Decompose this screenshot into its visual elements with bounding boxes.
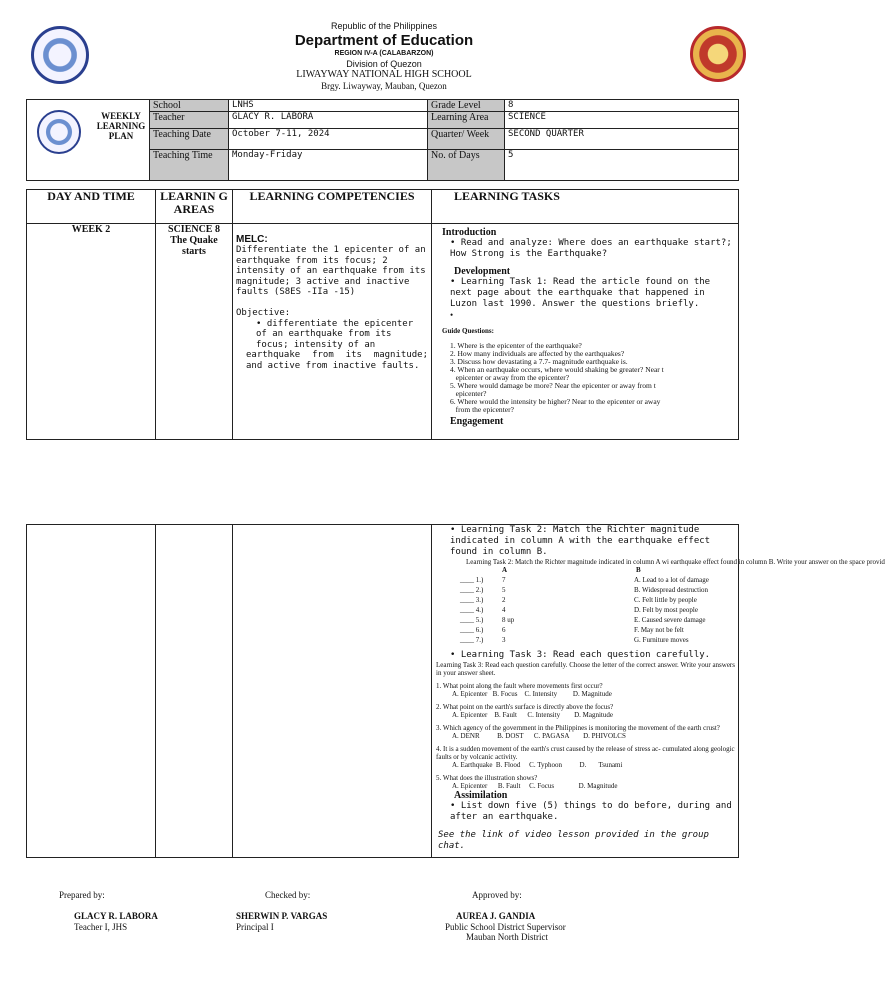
- quarter-value: SECOND QUARTER: [505, 129, 739, 150]
- engagement-title: Engagement: [450, 416, 504, 427]
- assimilation-title: Assimilation: [454, 790, 508, 801]
- match-effect: C. Felt little by people: [634, 596, 697, 604]
- info-table: [26, 99, 739, 181]
- match-row: [460, 626, 735, 636]
- match-row: [460, 606, 735, 616]
- guide-question: 4. When an earthquake occurs, where would shaking be greater? Near t: [450, 365, 664, 374]
- match-row: [460, 586, 735, 596]
- intro-text: • Read and analyze: Where does an earthquake start?; How Strong is the Earthquake?: [442, 238, 735, 260]
- question-options: A. DENR B. DOST C. PAGASA D. PHIVOLCS: [452, 732, 626, 740]
- match-magnitude: 8 up: [502, 616, 515, 624]
- task3-text: • Learning Task 3: Read each question carefully.: [436, 650, 735, 661]
- republic-line: Republic of the Philippines: [330, 21, 438, 31]
- guide-title: Guide Questions:: [442, 327, 494, 335]
- teacher-value: GLACY R. LABORA: [229, 112, 428, 129]
- intro-title: Introduction: [442, 227, 497, 238]
- days-label: No. of Days: [428, 150, 505, 181]
- teacher-label: Teacher: [150, 112, 229, 129]
- question-text: 4. It is a sudden movement of the earth's crust caused by the release of stress ac- cumulated along geologic faults or by volcanic activity.: [436, 745, 735, 761]
- question-options: A. Epicenter B. Focus C. Intensity D. Magnitude: [452, 690, 612, 698]
- question-list: [436, 682, 735, 790]
- approved-name: AUREA J. GANDIA: [456, 911, 536, 921]
- match-magnitude: 3: [502, 636, 506, 644]
- col-tasks: LEARNING TASKS: [432, 190, 739, 224]
- match-blank: ____ 2.): [460, 586, 484, 594]
- cont-tasks-cell: [432, 525, 885, 858]
- question-text: 3. Which agency of the government in the Philippines is monitoring the movement of the earth crust?: [436, 724, 720, 732]
- match-blank: ____ 7.): [460, 636, 484, 644]
- match-magnitude: 6: [502, 626, 506, 634]
- prepared-name: GLACY R. LABORA: [74, 911, 158, 921]
- competency-cell: [233, 224, 432, 440]
- assimilation-text: • List down five (5) things to do before, during and after an earthquake.: [436, 801, 735, 823]
- col-competencies: LEARNING COMPETENCIES: [233, 190, 432, 224]
- time-value: Monday-Friday: [229, 150, 428, 181]
- match-effect: D. Felt by most people: [634, 606, 698, 614]
- time-label: Teaching Time: [150, 150, 229, 181]
- match-magnitude: 5: [502, 586, 506, 594]
- match-row: [460, 596, 735, 606]
- match-effect: B. Widespread destruction: [634, 586, 709, 594]
- col-learning-areas: LEARNIN G AREAS: [156, 190, 233, 224]
- match-blank: ____ 4.): [460, 606, 484, 614]
- question-text: 1. What point along the fault where movements first occur?: [436, 682, 603, 690]
- prepared-label: Prepared by:: [59, 890, 105, 900]
- area-label: Learning Area: [428, 112, 505, 129]
- school-address: Brgy. Liwayway, Mauban, Quezon: [321, 81, 447, 91]
- col-b-header: B: [636, 566, 641, 574]
- school-label: School: [150, 100, 229, 112]
- plan-table-continued: [26, 524, 885, 858]
- area-value: SCIENCE: [505, 112, 739, 129]
- guide-question: from the epicenter?: [450, 405, 514, 414]
- division-line: Division of Quezon: [346, 59, 422, 69]
- melc-title: MELC:: [236, 234, 268, 245]
- task2-small: Learning Task 2: Match the Richter magnitude indicated in column A wi earthquake effect found in column B. Write your answer on the space provid: [466, 558, 885, 566]
- question-options: A. Earthquake B. Flood C. Typhoon D. Tsunami: [452, 761, 623, 769]
- grade-label: Grade Level: [428, 100, 505, 112]
- question-text: 5. What does the illustration shows?: [436, 774, 538, 782]
- deped-small-seal: [37, 110, 81, 154]
- school-name: LIWAYWAY NATIONAL HIGH SCHOOL: [296, 69, 472, 80]
- dev-text: • Learning Task 1: Read the article found on the next page about the earthquake that happened in Luzon last 1990. Answer the questions briefly.: [442, 277, 735, 310]
- match-magnitude: 4: [502, 606, 506, 614]
- video-note: See the link of video lesson provided in the group chat.: [438, 830, 709, 851]
- dev-title: Development: [454, 266, 511, 277]
- question-options: A. Epicenter B. Fault C. Focus D. Magnitude: [452, 782, 618, 790]
- question-options: A. Epicenter B. Fault C. Intensity D. Magnitude: [452, 711, 613, 719]
- week-cell: WEEK 2: [27, 224, 156, 440]
- school-value: LNHS: [229, 100, 428, 112]
- match-magnitude: 2: [502, 596, 506, 604]
- date-label: Teaching Date: [150, 129, 229, 150]
- match-rows: [460, 576, 735, 646]
- guide-question: epicenter or away from the epicenter?: [450, 373, 570, 382]
- grade-value: 8: [505, 100, 739, 112]
- prepared-title: Teacher I, JHS: [74, 922, 128, 932]
- cont-competency-cell: [233, 525, 432, 858]
- col-day-time: DAY AND TIME: [27, 190, 156, 224]
- match-effect: A. Lead to a lot of damage: [634, 576, 709, 584]
- cont-day-cell: [27, 525, 156, 858]
- checked-label: Checked by:: [265, 890, 311, 900]
- match-row: [460, 576, 735, 586]
- guide-question: 6. Where would the intensity be higher? Near to the epicenter or away: [450, 397, 661, 406]
- checked-title: Principal I: [236, 922, 274, 932]
- checked-name: SHERWIN P. VARGAS: [236, 911, 328, 921]
- plan-table: [26, 189, 739, 440]
- days-value: 5: [505, 150, 739, 181]
- question-text: 2. What point on the earth's surface is directly above the focus?: [436, 703, 614, 711]
- match-blank: ____ 5.): [460, 616, 484, 624]
- guide-question: 2. How many individuals are affected by the earthquakes?: [450, 349, 625, 358]
- approved-title-2: Mauban North District: [466, 932, 548, 942]
- empty-bullet: •: [450, 310, 454, 320]
- match-effect: E. Caused severe damage: [634, 616, 706, 624]
- match-effect: F. May not be felt: [634, 626, 684, 634]
- match-blank: ____ 3.): [460, 596, 484, 604]
- objective-title: Objective:: [236, 307, 291, 318]
- cont-area-cell: [156, 525, 233, 858]
- guide-questions: [442, 342, 735, 414]
- tasks-cell: [432, 224, 739, 440]
- match-blank: ____ 1.): [460, 576, 484, 584]
- department-title: Department of Education: [294, 32, 474, 49]
- objective-b: earthquake from its magnitude; and active from inactive faults.: [246, 350, 428, 371]
- guide-question: 5. Where would damage be more? Near the epicenter or away from t: [450, 381, 656, 390]
- match-effect: G. Furniture moves: [634, 636, 689, 644]
- match-table: [436, 566, 735, 650]
- area-cell: SCIENCE 8 The Quake starts: [156, 224, 233, 440]
- match-magnitude: 7: [502, 576, 506, 584]
- approved-label: Approved by:: [472, 890, 522, 900]
- objective-a: • differentiate the epicenter of an earthquake from its focus; intensity of an: [236, 319, 428, 351]
- match-row: [460, 616, 735, 626]
- quarter-label: Quarter/ Week: [428, 129, 505, 150]
- task3-small: Learning Task 3: Read each question carefully. Choose the letter of the correct answer. Write your answers in your answer sheet.: [436, 661, 735, 677]
- weekly-plan-label: WEEKLY LEARNING PLAN: [96, 111, 146, 141]
- region-line: REGION IV-A (CALABARZON): [334, 50, 434, 57]
- guide-question: 3. Discuss how devastating a 7.7- magnitude earthquake is.: [450, 357, 628, 366]
- match-blank: ____ 6.): [460, 626, 484, 634]
- guide-question: 1. Where is the epicenter of the earthquake?: [450, 341, 582, 350]
- col-a-header: A: [502, 566, 508, 574]
- melc-text: Differentiate the 1 epicenter of an earthquake from its focus; 2 intensity of an earthquake from its magnitude; 3 active and inactive faults (S8ES -IIa -15): [236, 245, 426, 297]
- guide-question: epicenter?: [450, 389, 487, 398]
- approved-title-1: Public School District Supervisor: [445, 922, 566, 932]
- task2-text: • Learning Task 2: Match the Richter magnitude indicated in column A with the earthquake effect found in column B.: [436, 525, 735, 558]
- plan-cell: [27, 100, 150, 181]
- match-row: [460, 636, 735, 646]
- date-value: October 7-11, 2024: [229, 129, 428, 150]
